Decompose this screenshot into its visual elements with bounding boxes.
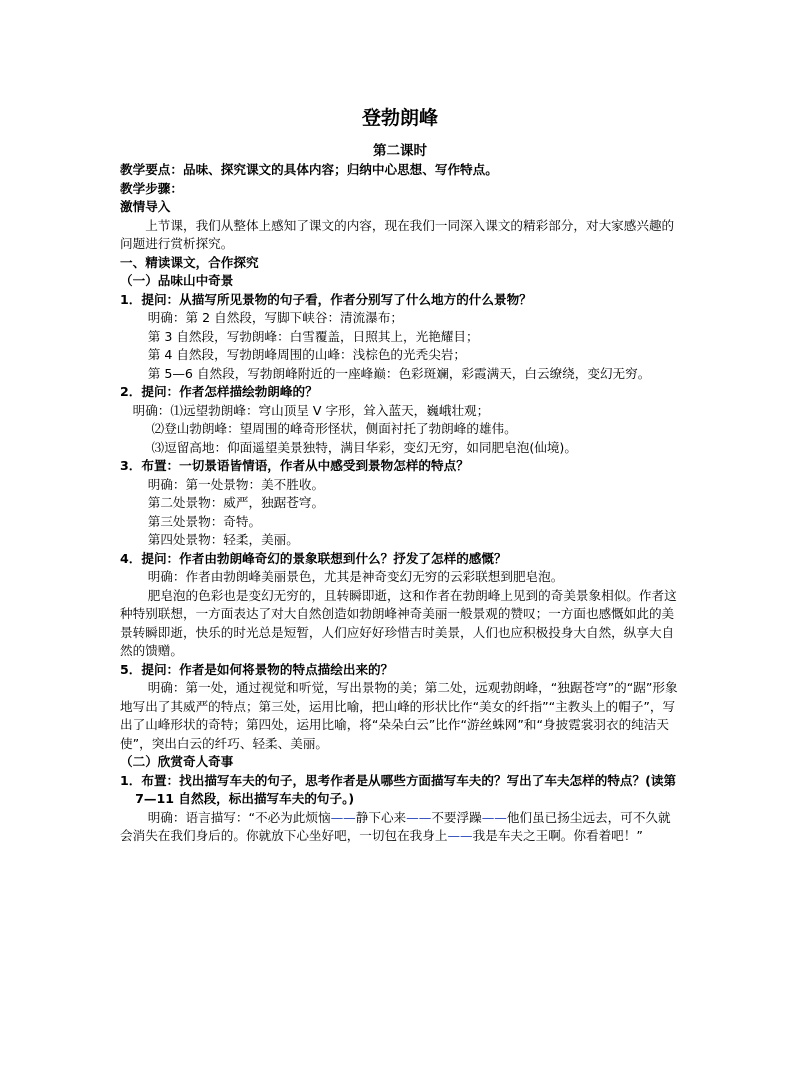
dash-mark: —— bbox=[406, 809, 432, 825]
q1-answer-2: 第 3 自然段，写勃朗峰：白雪覆盖，日照其上，光艳耀目； bbox=[147, 328, 479, 344]
q2-answer-3: ⑶逗留高地：仰面遥望美景独特，满目华彩，变幻无穷，如同肥皂泡(仙境)。 bbox=[151, 439, 577, 455]
q2-answer-1: 明确：⑴远望勃朗峰：穹山顶呈 V 字形，耸入蓝天，巍峨壮观； bbox=[132, 402, 490, 418]
dash-mark: —— bbox=[447, 828, 473, 843]
q4-answer-2: 肥皂泡的色彩也是变幻无穷的，且转瞬即逝，这和作者在勃朗峰上见到的奇美景象相似。作者这种特别联想，一方面表达了对大自然创造如勃朗峰神奇美丽一般景观的赞叹；一方面也感慨如此的美景转瞬即逝，快乐的时光总是短暂，人们应好好珍惜吉时美景，人们也应积极投身大自然，纵享大自然的馈赠。 bbox=[120, 587, 677, 658]
dash-mark: —— bbox=[481, 809, 507, 825]
intro-heading: 激情导入 bbox=[120, 199, 171, 214]
q4-question: 4．提问：作者由勃朗峰奇幻的景象联想到什么？抒发了怎样的感慨？ bbox=[120, 550, 507, 566]
answer-segment: 明确：语言描写：“不必为此烦恼 bbox=[147, 809, 331, 825]
document-page bbox=[120, 105, 680, 846]
q1-answer-1: 明确：第 2 自然段，写脚下峡谷：清流瀑布； bbox=[147, 310, 404, 325]
q2-question: 2．提问：作者怎样描绘勃朗峰的？ bbox=[120, 384, 318, 399]
q3-question: 3．布置：一切景语皆情语，作者从中感受到景物怎样的特点？ bbox=[120, 458, 469, 473]
q1-answer-3: 第 4 自然段，写勃朗峰周围的山峰：浅棕色的光秃尖岩； bbox=[147, 347, 466, 362]
answer-segment: 不要浮躁 bbox=[431, 809, 482, 825]
q3-answer-3: 第三处景物：奇特。 bbox=[147, 513, 262, 529]
p2q1-question: 1．布置：找出描写车夫的句子，思考作者是从哪些方面描写车夫的？写出了车夫怎样的特点？(读第 7—11 自然段，标出描写车夫的句子。) bbox=[120, 772, 677, 806]
answer-segment: 他们虽已扬尘远去，可不久就会消失在我们身后的。你就放下心坐好吧，一切包在我身上 bbox=[120, 809, 671, 843]
q3-answer-1: 明确：第一处景物：美不胜收。 bbox=[147, 476, 325, 492]
page-subtitle: 第二课时 bbox=[373, 143, 427, 159]
q1-answer-4: 第 5—6 自然段，写勃朗峰附近的一座峰巅：色彩斑斓，彩霞满天，白云缭绕，变幻无穷。 bbox=[147, 365, 651, 381]
q3-answer-2: 第二处景物：威严，独踞苍穹。 bbox=[147, 495, 325, 510]
page-title: 登勃朗峰 bbox=[361, 107, 438, 129]
q3-answer-4: 第四处景物：轻柔，美丽。 bbox=[147, 532, 299, 547]
p2q1-answer-1 bbox=[120, 809, 680, 846]
dash-mark: —— bbox=[330, 809, 356, 825]
part1-heading: （一）品味山中奇景 bbox=[120, 273, 234, 288]
part2-heading: （二）欣赏奇人奇事 bbox=[120, 754, 234, 769]
section1-heading: 一、精读课文，合作探究 bbox=[120, 254, 259, 270]
q2-answer-2: ⑵登山勃朗峰：望周围的峰奇形怪状，侧面衬托了勃朗峰的雄伟。 bbox=[151, 421, 517, 436]
answer-segment: 静下心来 bbox=[355, 809, 407, 825]
intro-text: 上节课，我们从整体上感知了课文的内容，现在我们一同深入课文的精彩部分，对大家感兴趣的问题进行赏析探究。 bbox=[120, 217, 675, 251]
q4-answer-1: 明确：作者由勃朗峰美丽景色，尤其是神奇变幻无穷的云彩联想到肥皂泡。 bbox=[147, 569, 564, 584]
steps-label: 教学步骤： bbox=[120, 180, 183, 196]
answer-segment: 我是车夫之王啊。你看着吧！” bbox=[472, 828, 643, 843]
q5-question: 5．提问：作者是如何将景物的特点描绘出来的？ bbox=[120, 661, 394, 677]
key-points: 教学要点：品味、探究课文的具体内容；归纳中心思想、写作特点。 bbox=[120, 162, 498, 177]
q5-answer-1: 明确：第一处，通过视觉和听觉，写出景物的美；第二处，远观勃朗峰，“独踞苍穹”的“踞”形象地写出了其威严的特点；第三处，运用比喻，把山峰的形状比作“美女的纤指”“主教头上的帽子”，写出了山峰形状的奇特；第四处，运用比喻，将“朵朵白云”比作“游丝蛛网”和“身披霓裳羽衣的纯洁天使”，突出白云的纤巧、轻柔、美丽。 bbox=[120, 680, 678, 751]
q1-question: 1．提问：从描写所见景物的句子看，作者分别写了什么地方的什么景物？ bbox=[120, 291, 532, 307]
